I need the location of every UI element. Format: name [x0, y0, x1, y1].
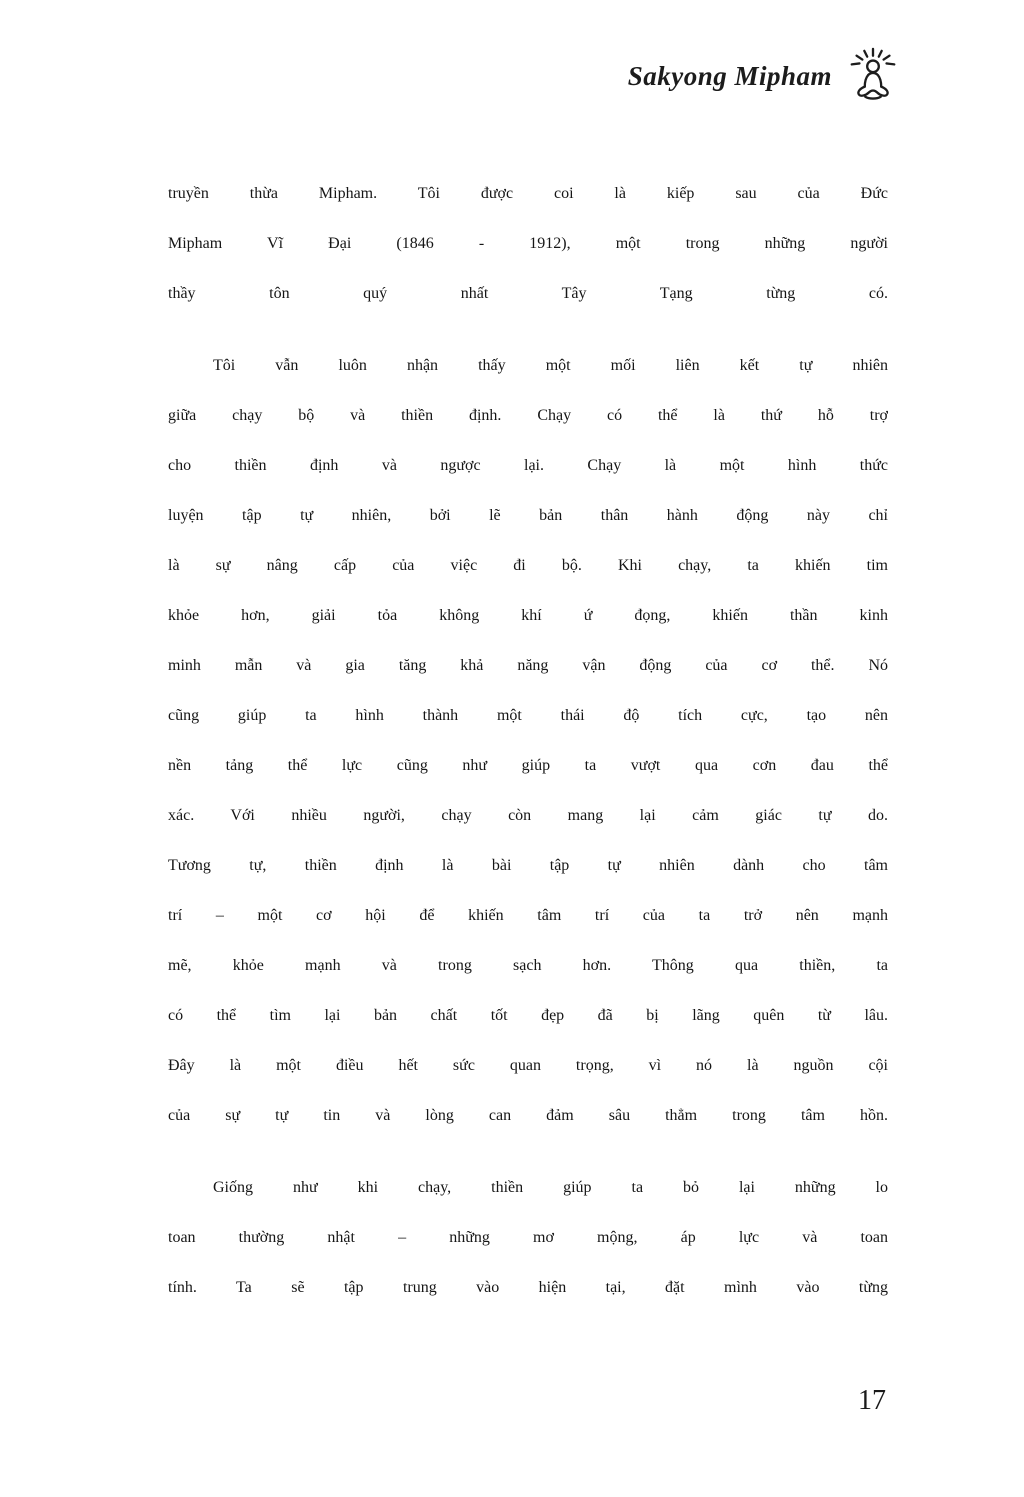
text-line: mẽ, khỏe mạnh và trong sạch hơn. Thông qua thiền, ta — [168, 957, 888, 974]
text-line: truyền thừa Mipham. Tôi được coi là kiếp sau của Đức — [168, 185, 888, 202]
text-line: thầy tôn quý nhất Tây Tạng từng có. — [168, 285, 888, 302]
text-line: toan thường nhật – những mơ mộng, áp lực và toan — [168, 1229, 888, 1246]
text-line: giữa chạy bộ và thiền định. Chạy có thể là thứ hỗ trợ — [168, 407, 888, 424]
text-line: Mipham Vĩ Đại (1846 - 1912), một trong những người — [168, 235, 888, 252]
text-line: có thể tìm lại bản chất tốt đẹp đã bị lãng quên từ lâu. — [168, 1007, 888, 1024]
text-line: Tôi vẫn luôn nhận thấy một mối liên kết tự nhiên — [213, 357, 888, 374]
text-line: Đây là một điều hết sức quan trọng, vì nó là nguồn cội — [168, 1057, 888, 1074]
page-body-text — [168, 163, 888, 1329]
running-head — [628, 46, 902, 106]
page-number: 17 — [858, 1385, 886, 1416]
meditation-icon — [844, 46, 902, 106]
text-line: trí – một cơ hội để khiến tâm trí của ta trở nên mạnh — [168, 907, 888, 924]
text-line: tính. Ta sẽ tập trung vào hiện tại, đặt mình vào từng — [168, 1279, 888, 1296]
running-head-author: Sakyong Mipham — [627, 60, 832, 91]
text-line: minh mẫn và gia tăng khả năng vận động của cơ thể. Nó — [168, 657, 888, 674]
text-line: là sự nâng cấp của việc đi bộ. Khi chạy, ta khiến tim — [168, 557, 888, 574]
text-line: nền tảng thể lực cũng như giúp ta vượt qua cơn đau thể — [168, 757, 888, 774]
text-line: khỏe hơn, giải tỏa không khí ứ đọng, khiến thần kinh — [168, 607, 888, 624]
text-line: của sự tự tin và lòng can đảm sâu thẳm trong tâm hồn. — [168, 1107, 888, 1124]
text-line: cho thiền định và ngược lại. Chạy là một hình thức — [168, 457, 888, 474]
text-line: xác. Với nhiều người, chạy còn mang lại cảm giác tự do. — [168, 807, 888, 824]
text-line: Tương tự, thiền định là bài tập tự nhiên dành cho tâm — [168, 857, 888, 874]
text-line: luyện tập tự nhiên, bởi lẽ bản thân hành động này chỉ — [168, 507, 888, 524]
text-line: Giống như khi chạy, thiền giúp ta bỏ lại những lo — [213, 1179, 888, 1196]
text-line: cũng giúp ta hình thành một thái độ tích cực, tạo nên — [168, 707, 888, 724]
